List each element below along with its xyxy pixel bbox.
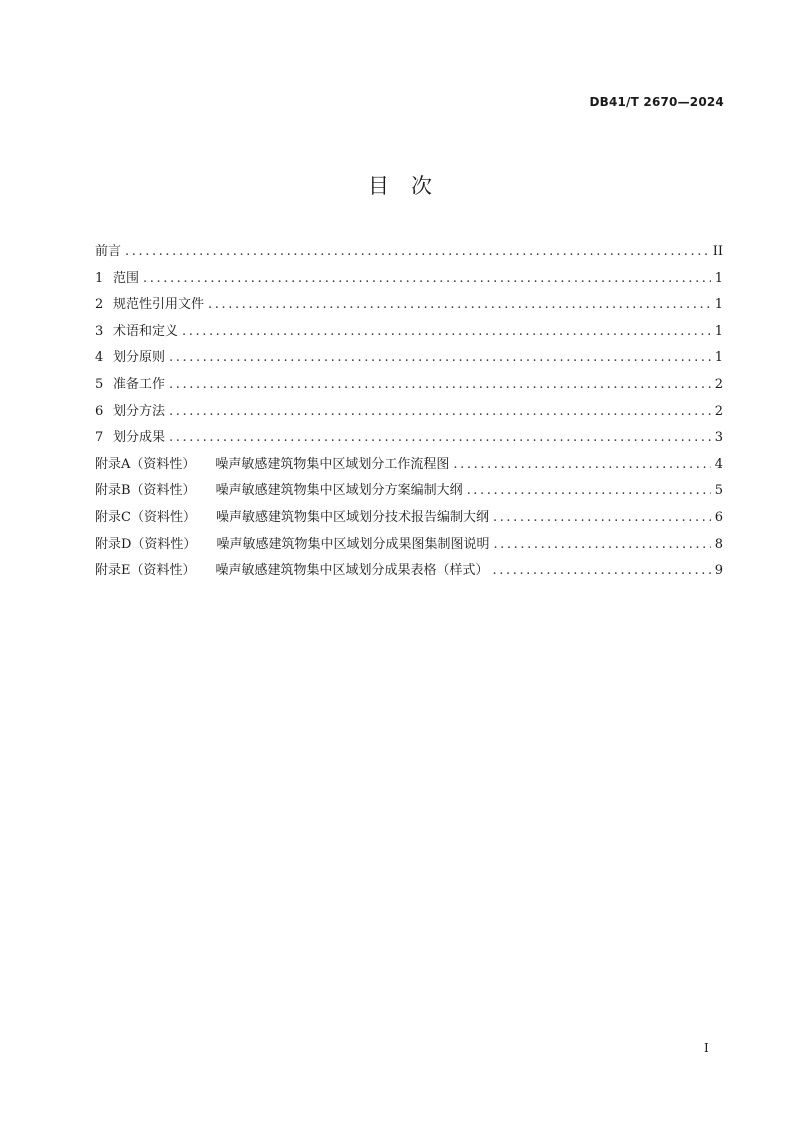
- toc-entry-label-text: 划分成果: [113, 430, 166, 446]
- toc-entry-label: [95, 534, 489, 556]
- toc-entry-number: 7: [95, 430, 104, 446]
- toc-entry-label-text: 规范性引用文件: [113, 297, 205, 313]
- toc-entry-page: 2: [714, 376, 723, 392]
- toc-leader-dots: [169, 401, 711, 423]
- toc-entry-number: 3: [95, 323, 104, 339]
- toc-entry-label-text: 划分方法: [113, 403, 166, 419]
- toc-entry[interactable]: [95, 454, 723, 481]
- toc-entry[interactable]: [95, 560, 723, 587]
- toc-entry-number: 2: [95, 297, 104, 313]
- toc-leader-dots: [208, 294, 711, 316]
- toc-entry-label-text: 前言: [95, 244, 122, 259]
- toc-entry-number: 4: [95, 350, 104, 366]
- toc-entry[interactable]: [95, 241, 723, 268]
- toc-entry[interactable]: [95, 321, 723, 348]
- toc-entry-label: [95, 560, 489, 582]
- toc-entry-page: II: [712, 244, 723, 259]
- toc-leader-dots: [453, 454, 710, 476]
- toc-entry-label-text: 附录D（资料性）: [95, 536, 197, 552]
- toc-entry-page: 1: [714, 323, 723, 339]
- toc-entry-label: [95, 241, 121, 263]
- toc-entry-page: 5: [714, 483, 723, 499]
- toc-leader-dots: [125, 241, 709, 263]
- toc-entry-label-text: 附录B（资料性）: [95, 483, 196, 499]
- toc-entry[interactable]: [95, 401, 723, 428]
- toc-entry[interactable]: [95, 294, 723, 321]
- toc-entry-page: 8: [714, 536, 723, 552]
- toc-entry-label: [113, 401, 165, 423]
- toc-leader-dots: [493, 507, 711, 529]
- toc-leader-dots: [169, 347, 711, 369]
- toc-entry[interactable]: [95, 507, 723, 534]
- toc-title-char-2: 次: [411, 174, 432, 198]
- toc-leader-dots: [467, 480, 711, 502]
- toc-entry-label: [95, 454, 449, 476]
- toc-entry-annex-title: 噪声敏感建筑物集中区域划分方案编制大纲: [215, 483, 463, 499]
- toc-entry[interactable]: [95, 268, 723, 295]
- toc-entry-label: [113, 321, 178, 343]
- toc-entry-page: 9: [714, 563, 723, 579]
- toc-entry-label-text: 范围: [113, 270, 140, 286]
- toc-entry[interactable]: [95, 480, 723, 507]
- toc-entry-annex-title: 噪声敏感建筑物集中区域划分成果图集制图说明: [216, 536, 490, 552]
- toc-entry-label: [113, 294, 204, 316]
- toc-entry-page: 1: [714, 270, 723, 286]
- toc-leader-dots: [493, 534, 710, 556]
- toc-entry-number: 1: [95, 270, 104, 286]
- toc-leader-dots: [143, 268, 711, 290]
- toc-entry-label-text: 附录E（资料性）: [95, 563, 196, 579]
- document-code: DB41/T 2670—2024: [589, 95, 724, 109]
- toc-entry-annex-title: 噪声敏感建筑物集中区域划分工作流程图: [215, 456, 450, 472]
- toc-entry-page: 2: [714, 403, 723, 419]
- toc-entry-page: 1: [714, 297, 723, 313]
- toc-entry-number: 6: [95, 403, 104, 419]
- toc-entry-label: [95, 507, 489, 529]
- toc-entry-page: 3: [714, 430, 723, 446]
- toc-entry-label-text: 附录C（资料性）: [95, 509, 196, 525]
- page-number: I: [704, 1041, 709, 1055]
- toc-entry-label: [113, 268, 139, 290]
- toc-entry-label: [95, 480, 463, 502]
- toc-entry[interactable]: [95, 374, 723, 401]
- toc-entry[interactable]: [95, 347, 723, 374]
- toc-title-char-1: 目: [368, 174, 389, 198]
- toc-entry[interactable]: [95, 534, 723, 561]
- toc-leader-dots: [182, 321, 711, 343]
- toc-entry-annex-title: 噪声敏感建筑物集中区域划分技术报告编制大纲: [215, 509, 489, 525]
- toc-entry-label-text: 术语和定义: [113, 323, 179, 339]
- toc-entry-page: 6: [714, 509, 723, 525]
- toc-list: [95, 241, 723, 587]
- toc-leader-dots: [169, 374, 711, 396]
- toc-entry-annex-title: 噪声敏感建筑物集中区域划分成果表格（样式）: [215, 563, 489, 579]
- toc-leader-dots: [493, 560, 711, 582]
- toc-entry-label: [113, 374, 165, 396]
- toc-entry-number: 5: [95, 376, 104, 392]
- toc-entry-label: [113, 347, 165, 369]
- toc-entry[interactable]: [95, 427, 723, 454]
- toc-entry-page: 1: [714, 350, 723, 366]
- toc-entry-label-text: 附录A（资料性）: [95, 456, 196, 472]
- toc-title: [0, 170, 800, 200]
- toc-leader-dots: [169, 427, 711, 449]
- toc-entry-label-text: 划分原则: [113, 350, 166, 366]
- toc-entry-page: 4: [714, 456, 723, 472]
- toc-entry-label: [113, 427, 165, 449]
- toc-entry-label-text: 准备工作: [113, 376, 166, 392]
